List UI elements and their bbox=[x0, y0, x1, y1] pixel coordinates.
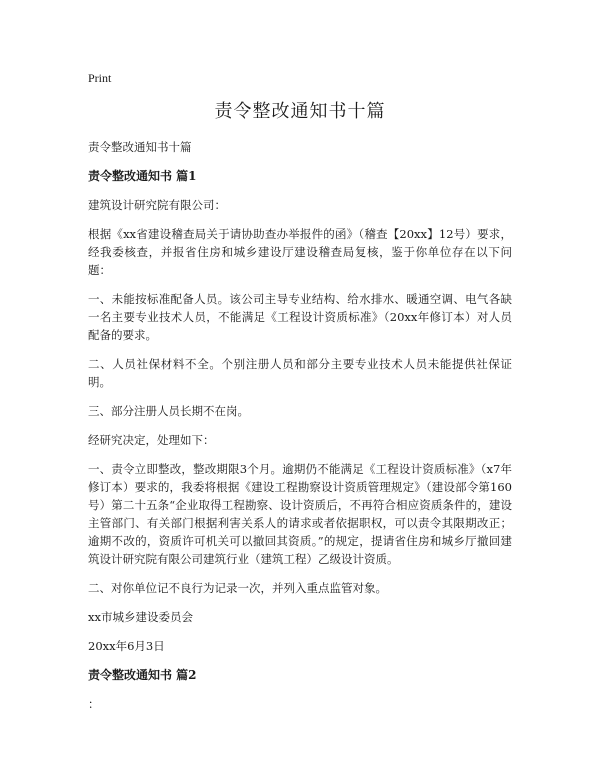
addressee: 建筑设计研究院有限公司： bbox=[88, 198, 226, 212]
paragraph-decision-2: 二、对你单位记不良行为记录一次，并列入重点监管对象。 bbox=[88, 581, 387, 595]
paragraph-basis: 根据《xx省建设稽查局关于请协助查办举报件的函》（稽查【20xx】12号）要求，经我委核查，并报省住房和城乡建设厅建设稽查局复核，鉴于你单位存在以下问题： bbox=[88, 227, 512, 277]
section-2-first-line: ： bbox=[88, 697, 100, 711]
paragraph-issue-2: 二、人员社保材料不全。个别注册人员和部分主要专业技术人员未能提供社保证明。 bbox=[88, 357, 512, 389]
print-label: Print bbox=[88, 71, 112, 85]
issuer-signature: xx市城乡建设委员会 bbox=[88, 610, 193, 624]
document-title: 责令整改通知书十篇 bbox=[214, 101, 386, 122]
paragraph-issue-1: 一、未能按标准配备人员。该公司主导专业结构、给水排水、暖通空调、电气各缺一名主要专业技术人员，不能满足《工程设计资质标准》（20xx年修订本）对人员配备的要求。 bbox=[88, 292, 512, 342]
paragraph-decision-intro: 经研究决定，处理如下： bbox=[88, 433, 215, 447]
section-1-heading: 责令整改通知书 篇1 bbox=[88, 169, 197, 183]
issue-date: 20xx年6月3日 bbox=[88, 639, 165, 653]
paragraph-issue-3: 三、部分注册人员长期不在岗。 bbox=[88, 404, 249, 418]
document-subtitle: 责令整改通知书十篇 bbox=[88, 140, 192, 154]
paragraph-decision-1: 一、责令立即整改，整改期限3个月。逾期仍不能满足《工程设计资质标准》（x7年修订本）要求的，我委将根据《建设工程勘察设计资质管理规定》（建设部令第160号）第二十五条“企业取得工程勘察、设计资质后，不再符合相应资质条件的，建设主管部门、有关部门根据利害关系人的请求或者依据职权，可以责令其限期改正；逾期不改的，资质许可机关可以撤回其资质。”的规定，提请省住房和城乡厅撤回建筑设计研究院有限公司建筑行业（建筑工程）乙级设计资质。 bbox=[88, 462, 512, 566]
section-2-heading: 责令整改通知书 篇2 bbox=[88, 668, 197, 682]
